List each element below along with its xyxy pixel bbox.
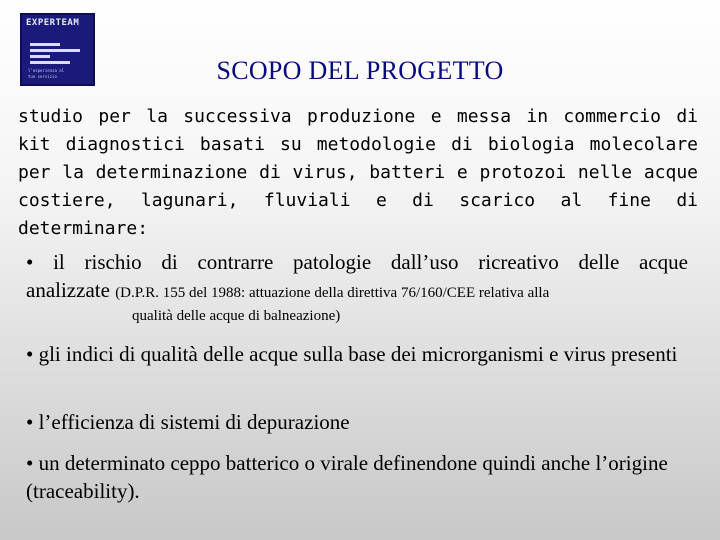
bullet-traceability: • un determinato ceppo batterico o virale definendone quindi anche l’origine (traceability).: [26, 451, 668, 503]
logo-bar: [30, 43, 60, 46]
bullet-risk-line1: • il rischio di contrarre patologie dall’uso ricreativo delle acque: [26, 250, 688, 274]
logo-text: EXPERTEAM: [26, 18, 80, 28]
intro-paragraph: studio per la successiva produzione e messa in commercio di kit diagnostici basati su metodologie di biologia molecolare per la determinazione di virus, batteri e protozoi nelle acque costiere, lagunari, fluviali e di scarico al fine di determinare:: [18, 106, 698, 239]
bullet-quality-indices: • gli indici di qualità delle acque sulla base dei microrganismi e virus presenti: [26, 342, 678, 366]
bullet-risk-line2: analizzate: [26, 278, 116, 302]
bullet-risk-note-continued: qualità delle acque di balneazione): [132, 308, 341, 324]
logo-tagline-line2: tuo servizio: [28, 74, 57, 79]
logo-bar: [30, 49, 80, 52]
slide-title: SCOPO DEL PROGETTO: [216, 56, 504, 85]
bullet-depuration-efficiency: • l’efficienza di sistemi di depurazione: [26, 410, 350, 434]
bullet-risk-note: (D.P.R. 155 del 1988: attuazione della direttiva 76/160/CEE relativa alla: [115, 285, 550, 301]
bullet-risk: [26, 248, 688, 307]
logo-tagline-line1: l'esperienza al: [28, 68, 65, 73]
